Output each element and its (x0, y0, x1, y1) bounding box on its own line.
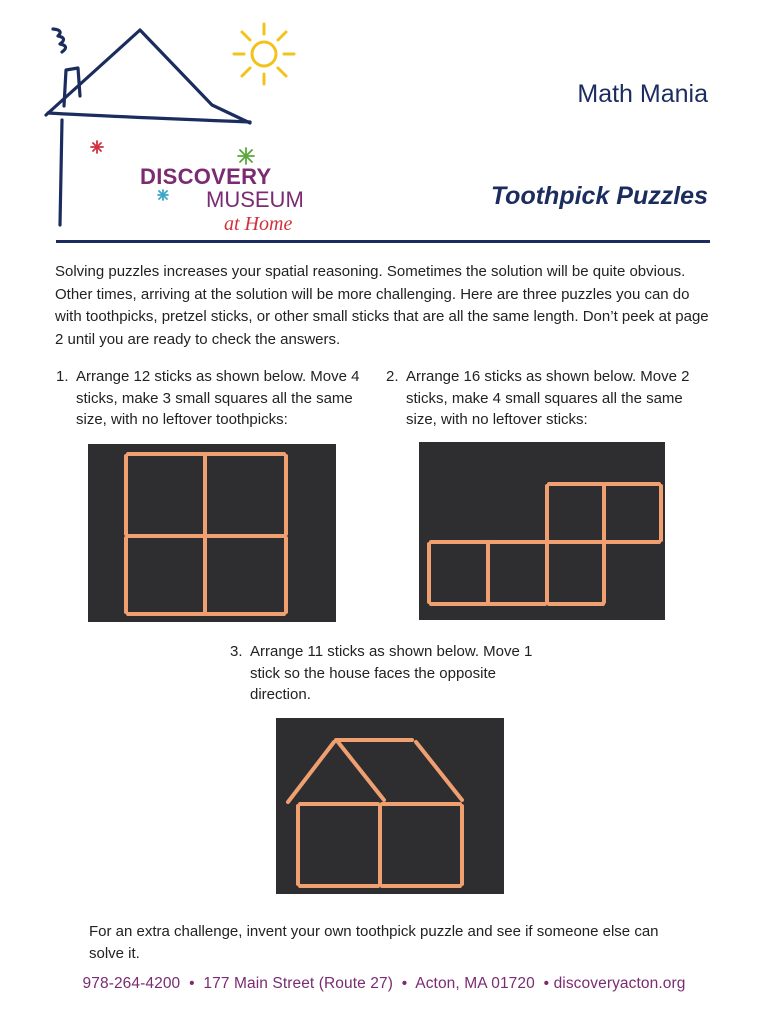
puzzle-1-instructions (56, 366, 374, 431)
puzzle-2-instructions (386, 366, 706, 431)
extra-challenge-text: For an extra challenge, invent your own toothpick puzzle and see if someone else can solve it. (89, 923, 659, 962)
puzzle-1-photo (88, 444, 336, 622)
logo-line-museum: MUSEUM (206, 187, 304, 212)
intro-paragraph: Solving puzzles increases your spatial reasoning. Sometimes the solution will be quite obvious. Other times, arriving at the solution will be more challenging. Here are three puzzles you can do with toothpicks, pretzel sticks, or other small sticks that are all the same length. Don’t peek at page 2 until you are ready to check the answers. (55, 263, 709, 348)
puzzle-3-text: Arrange 11 sticks as shown below. Move 1 stick so the house faces the opposite direction. (250, 643, 533, 703)
puzzle-1-text: Arrange 12 sticks as shown below. Move 4 sticks, make 3 small squares all the same size, with no leftover toothpicks: (76, 368, 360, 428)
puzzle-3-number: 3. (230, 643, 243, 660)
puzzle-2-number: 2. (386, 368, 399, 385)
header-divider (56, 240, 710, 243)
logo-line-discovery: DISCOVERY (140, 164, 272, 189)
museum-logo (40, 20, 304, 235)
page-title: Toothpick Puzzles (490, 182, 708, 210)
puzzle-3-instructions (230, 641, 560, 706)
puzzle-2-text: Arrange 16 sticks as shown below. Move 2 sticks, make 4 small squares all the same size, with no leftover sticks: (406, 368, 690, 428)
logo-wordmark (140, 166, 304, 234)
series-title: Math Mania (577, 80, 708, 108)
puzzle-3-photo (276, 718, 504, 894)
logo-line-at-home: at Home (224, 213, 293, 235)
footer-contact: 978-264-4200 • 177 Main Street (Route 27) • Acton, MA 01720 • discoveryacton.org (82, 975, 686, 992)
puzzle-2-photo (419, 442, 665, 620)
puzzle-1-number: 1. (56, 368, 69, 385)
